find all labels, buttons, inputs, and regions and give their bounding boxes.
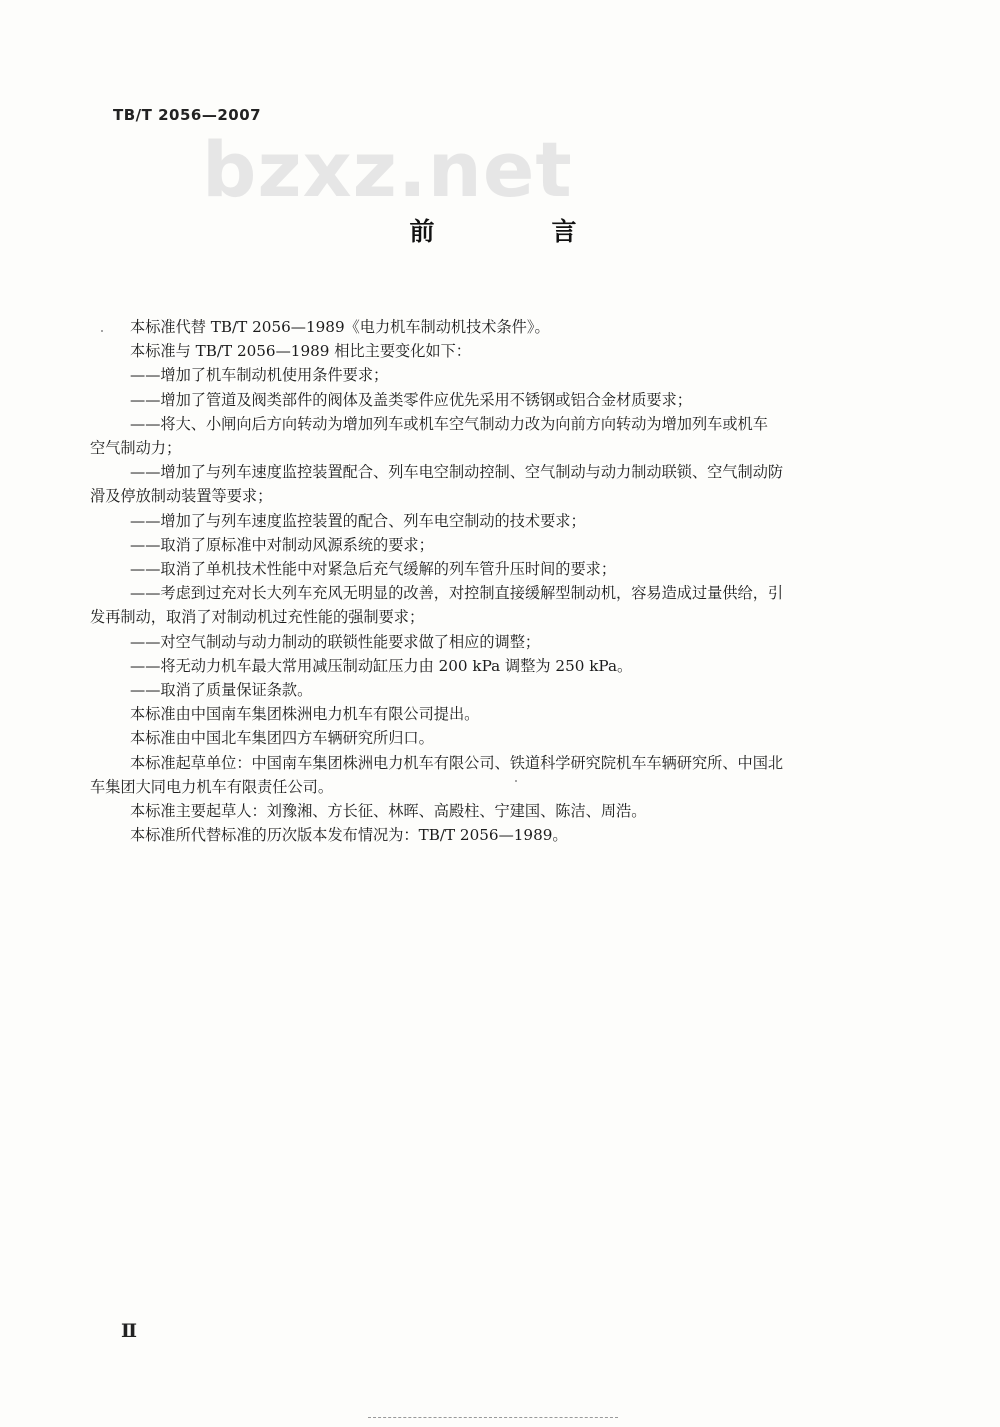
paragraph-proposer: 本标准由中国南车集团株洲电力机车有限公司提出。 [130, 705, 480, 724]
scan-speck [515, 780, 517, 782]
paragraph-drafters: 本标准主要起草人：刘豫湘、方长征、林晖、高殿柱、宁建国、陈洁、周浩。 [130, 802, 647, 821]
paragraph-drafting-units: 本标准起草单位：中国南车集团株洲电力机车有限公司、铁道科学研究院机车车辆研究所、中国北 [130, 753, 784, 772]
paragraph-centralized: 本标准由中国北车集团四方车辆研究所归口。 [130, 729, 434, 748]
change-item: ——增加了与列车速度监控装置的配合、列车电空制动的技术要求； [130, 511, 586, 530]
change-item: ——增加了管道及阀类部件的阀体及盖类零件应优先采用不锈钢或铝合金材质要求； [130, 390, 692, 409]
change-item-continued: 滑及停放制动装置等要求； [90, 487, 273, 506]
change-item: ——取消了质量保证条款。 [130, 681, 313, 700]
change-item: ——将无动力机车最大常用减压制动缸压力由 200 kPa 调整为 250 kPa。 [130, 656, 633, 675]
paragraph-changes-intro: 本标准与 TB/T 2056—1989 相比主要变化如下： [130, 342, 471, 361]
change-item: ——考虑到过充对长大列车充风无明显的改善，对控制直接缓解型制动机，容易造成过量供给，引 [130, 584, 784, 603]
change-item-continued: 发再制动，取消了对制动机过充性能的强制要求； [90, 608, 425, 627]
change-item-continued: 空气制动力； [90, 439, 182, 458]
foreword-body [90, 315, 890, 847]
change-item: ——取消了单机技术性能中对紧急后充气缓解的列车管升压时间的要求； [130, 560, 616, 579]
page-number: Ⅱ [121, 1320, 138, 1342]
change-item: ——增加了机车制动机使用条件要求； [130, 366, 389, 385]
document-code: TB/T 2056—2007 [113, 106, 262, 124]
scan-edge-line [368, 1417, 618, 1418]
section-title: 前 言 [409, 217, 623, 246]
paragraph-history: 本标准所代替标准的历次版本发布情况为：TB/T 2056—1989。 [130, 826, 568, 845]
paragraph-drafting-units-continued: 车集团大同电力机车有限责任公司。 [90, 777, 333, 796]
change-item: ——取消了原标准中对制动风源系统的要求； [130, 535, 434, 554]
paragraph-replaces: 本标准代替 TB/T 2056—1989《电力机车制动机技术条件》。 [130, 318, 550, 336]
scan-speck [101, 330, 103, 332]
change-item: ——将大、小闸向后方向转动为增加列车或机车空气制动力改为向前方向转动为增加列车或机车 [130, 414, 768, 433]
change-item: ——增加了与列车速度监控装置配合、列车电空制动控制、空气制动与动力制动联锁、空气制动防 [130, 463, 784, 482]
watermark: bzxz.net [202, 125, 573, 214]
change-item: ——对空气制动与动力制动的联锁性能要求做了相应的调整； [130, 632, 541, 651]
